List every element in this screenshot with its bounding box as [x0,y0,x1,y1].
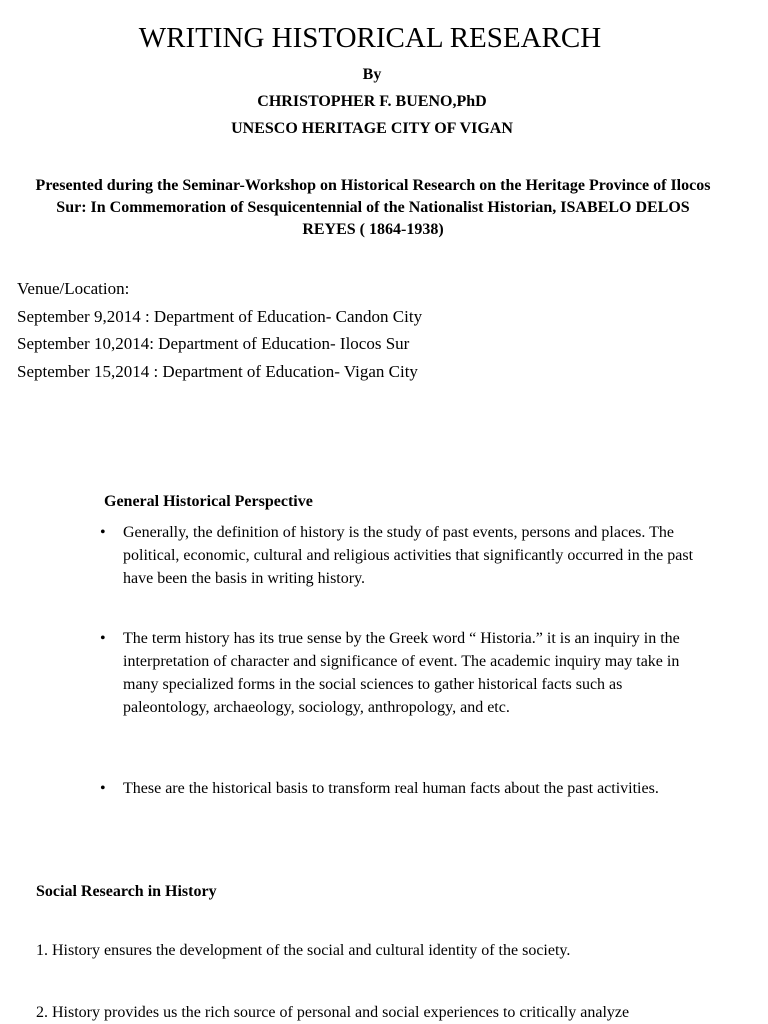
general-perspective-heading: General Historical Perspective [104,493,313,510]
bullet-dot-icon: • [100,780,106,797]
author-affiliation: UNESCO HERITAGE CITY OF VIGAN [231,120,513,137]
bullet-text: The term history has its true sense by the Greek word “ Historia.” it is an inquiry in the interpretation of character and significance of event. The academic inquiry may take in many specialized forms in the social sciences to gather historical facts such as paleontology, archaeology, sociology, anthropology, and etc. [123,630,680,716]
venue-label: Venue/Location: [17,279,130,298]
venue-entry: September 15,2014 : Department of Education- Vigan City [17,361,418,381]
author-name: CHRISTOPHER F. BUENO,PhD [257,93,487,110]
by-line: By [362,66,382,83]
venue-entry: September 10,2014: Department of Education- Ilocos Sur [17,334,410,353]
bullet-item [100,777,700,800]
venue-entry: September 9,2014 : Department of Education- Candon City [17,306,423,326]
social-research-heading: Social Research in History [36,883,217,900]
venue-block [17,275,422,385]
bullet-text: Generally, the definition of history is the study of past events, persons and places. The political, economic, cultural and religious activities that significantly occurred in the past have been the basis in writing history. [123,524,694,587]
bullet-dot-icon: • [100,524,106,541]
bullet-text: These are the historical basis to transform real human facts about the past activities. [123,780,659,797]
bullet-item [100,521,700,590]
bullet-dot-icon: • [100,630,106,647]
bullet-item [100,627,700,719]
numbered-item: 1. History ensures the development of the social and cultural identity of the society. [36,942,571,959]
presented-statement: Presented during the Seminar-Workshop on Historical Research on the Heritage Province of Ilocos Sur: In Commemoration of Sesquicentennial of the Nationalist Historian, ISABELO DELOS REYES ( 1864-1938) [35,177,711,238]
document-title: WRITING HISTORICAL RESEARCH [138,22,602,54]
numbered-item: 2. History provides us the rich source of personal and social experiences to critically analyze [36,1004,630,1021]
